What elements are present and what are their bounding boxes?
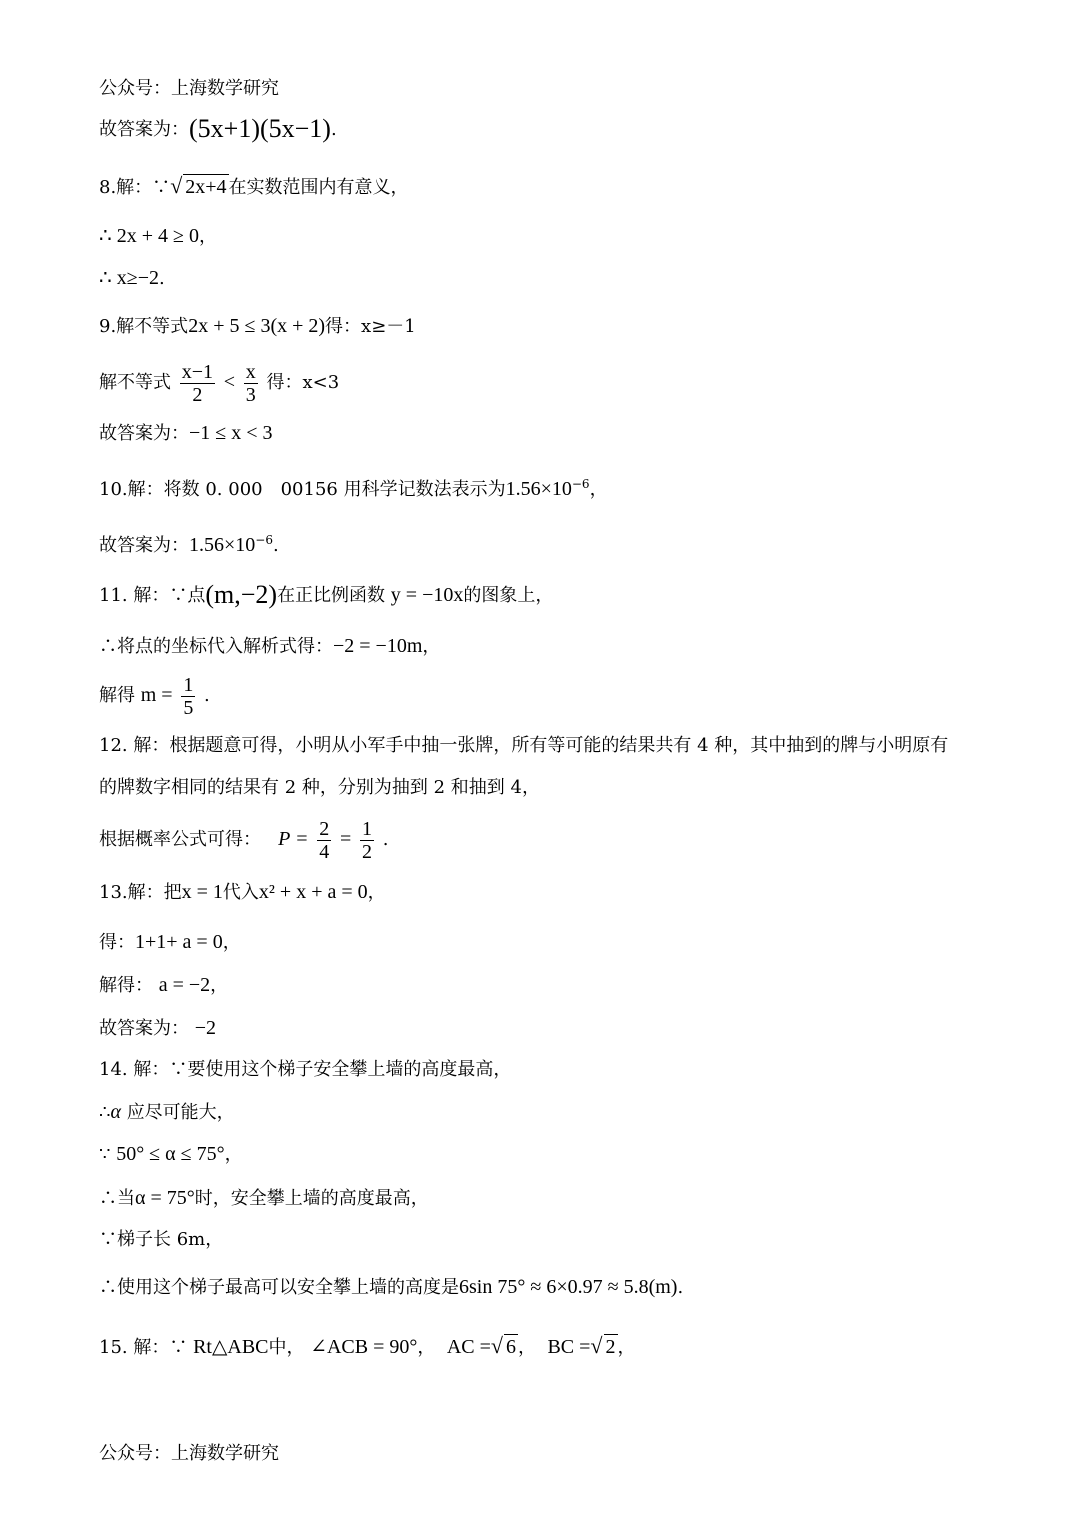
- line-solution-13: 13.解：把x = 1代入x² + x + a = 0，: [99, 881, 386, 903]
- line-solution-8: 8.解：∵√ 2x+4 在实数范围内有意义，: [99, 173, 409, 198]
- line-solution-15: 15. 解：∵ Rt△ABC中， ∠ACB = 90°， AC =√ 6 ， BC =√ 2 ，: [99, 1333, 636, 1358]
- line-solution-10: 10.解：将数 0. 000 00156 用科学记数法表示为$1.56\times 10^{-6}$，: [99, 477, 608, 500]
- line-12-cont: 的牌数字相同的结果有 2 种，分别为抽到 2 和抽到 4，: [99, 777, 540, 798]
- line-answer-13: 故答案为： −2: [99, 1017, 217, 1039]
- line-8-step1: ∴ 2x + 4 ≥ 0，: [99, 225, 217, 247]
- page-header: 公众号：上海数学研究: [99, 78, 279, 99]
- fraction: $\frac{1}{5}$: [183, 673, 194, 719]
- page-footer: 公众号：上海数学研究: [99, 1443, 279, 1464]
- fraction: $\frac{x}{3}$: [245, 360, 256, 406]
- line-14-step2: ∵ 50° ≤ α ≤ 75°，: [99, 1143, 243, 1165]
- line-12-step2: 根据概率公式可得： P = $\frac{2}{4}$ = $\frac{1}{2}$ .: [99, 817, 389, 863]
- line-14-step5: ∴使用这个梯子最高可以安全攀上墙的高度是6sin 75° ≈ 6×0.97 ≈ 5.8(m).: [99, 1276, 684, 1298]
- line-solution-9: 9.解不等式2x + 5 ≤ 3(x + 2)得：x≥－1: [99, 315, 416, 337]
- line-solution-14: 14. 解：∵要使用这个梯子安全攀上墙的高度最高，: [99, 1059, 512, 1080]
- line-14-step3: ∴当α = 75°时，安全攀上墙的高度最高，: [99, 1187, 429, 1209]
- line-answer-9: 故答案为：−1 ≤ x < 3: [99, 422, 273, 444]
- line-11-step1: ∴将点的坐标代入解析式得：−2 = −10m，: [99, 635, 441, 657]
- line-solution-12: 12. 解：根据题意可得，小明从小军手中抽一张牌，所有等可能的结果共有 4 种，其中抽到的牌与小明原有: [99, 735, 949, 756]
- line-9-step2: 解不等式 $\frac{x-1}{2}$ < $\frac{x}{3}$ 得：x<3: [99, 360, 340, 406]
- line-14-step4: ∵梯子长 6m，: [99, 1229, 224, 1250]
- line-14-step1: ∴α 应尽可能大，: [99, 1101, 235, 1123]
- line-answer-7: 故答案为：(5x+1)(5x−1).: [99, 114, 337, 143]
- line-13-step1: 得：1+1+ a = 0，: [99, 931, 241, 953]
- line-11-step2: 解得 m = $\frac{1}{5}$ .: [99, 673, 210, 719]
- line-8-step2: ∴ x≥−2.: [99, 267, 165, 289]
- fraction: $\frac{2}{4}$: [319, 817, 330, 863]
- line-13-step2: 解得： a = −2，: [99, 974, 229, 996]
- line-solution-11: 11. 解：∵点(m,−2)在正比例函数 y = −10x的图象上，: [99, 580, 554, 609]
- fraction: $\frac{x-1}{2}$: [181, 360, 214, 406]
- line-answer-10: 故答案为：$1.56\times 10^{-6}$.: [99, 533, 279, 556]
- fraction: $\frac{1}{2}$: [362, 817, 373, 863]
